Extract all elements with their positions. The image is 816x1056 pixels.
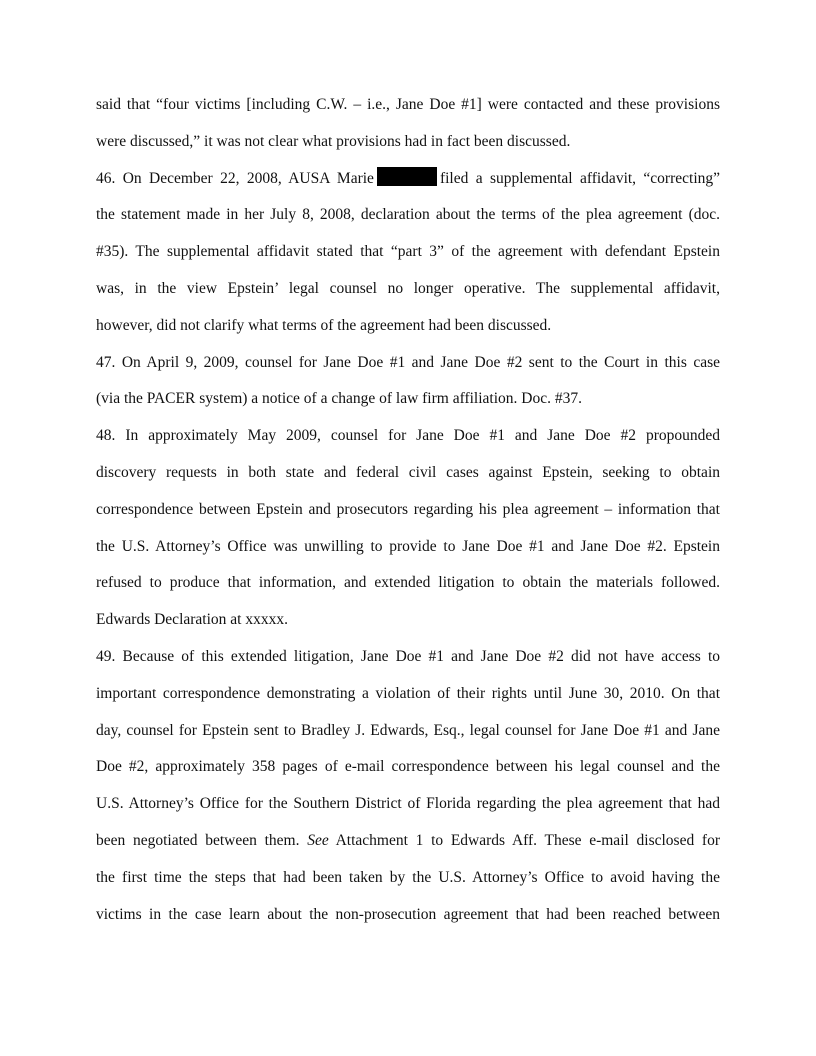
document-body: [96, 93, 720, 939]
text-line: however, did not clarify what terms of the agreement had been discussed.: [96, 316, 552, 334]
redaction-block: [377, 167, 437, 186]
text-line: [96, 829, 720, 866]
text-line: the U.S. Attorney’s Office was unwilling to provide to Jane Doe #1 and Jane Doe #2. Epstein: [96, 537, 720, 555]
text-line: were discussed,” it was not clear what provisions had in fact been discussed.: [96, 132, 571, 150]
text-line: correspondence between Epstein and prosecutors regarding his plea agreement – information that: [96, 500, 720, 518]
text-segment: filed a supplemental affidavit, “correcting”: [439, 169, 720, 187]
text-line: 49. Because of this extended litigation, Jane Doe #1 and Jane Doe #2 did not have access to: [96, 647, 720, 665]
citation-signal: See: [307, 831, 329, 849]
text-line: refused to produce that information, and extended litigation to obtain the materials followed.: [96, 574, 720, 592]
text-line: day, counsel for Epstein sent to Bradley J. Edwards, Esq., legal counsel for Jane Doe #1 and Jane: [96, 721, 720, 739]
text-line: Doe #2, approximately 358 pages of e-mail correspondence between his legal counsel and the: [96, 758, 720, 776]
text-line: discovery requests in both state and federal civil cases against Epstein, seeking to obtain: [96, 463, 720, 481]
text-line: Edwards Declaration at xxxxx.: [96, 611, 288, 629]
text-line: #35). The supplemental affidavit stated that “part 3” of the agreement with defendant Epstein: [96, 243, 720, 261]
text-segment: 46. On December 22, 2008, AUSA Marie: [96, 169, 374, 187]
text-line: said that “four victims [including C.W. – i.e., Jane Doe #1] were contacted and these provisions: [96, 96, 720, 113]
text-line: 47. On April 9, 2009, counsel for Jane Doe #1 and Jane Doe #2 sent to the Court in this case: [96, 353, 720, 371]
text-line: the statement made in her July 8, 2008, declaration about the terms of the plea agreement (doc.: [96, 206, 720, 224]
text-segment: been negotiated between them.: [96, 831, 308, 849]
text-line: (via the PACER system) a notice of a change of law firm affiliation. Doc. #37.: [96, 390, 582, 408]
text-segment: Attachment 1 to Edwards Aff. These e-mail disclosed for: [328, 831, 720, 849]
text-line: the first time the steps that had been taken by the U.S. Attorney’s Office to avoid having the: [96, 868, 720, 886]
text-line: [96, 167, 720, 204]
text-line: 48. In approximately May 2009, counsel for Jane Doe #1 and Jane Doe #2 propounded: [96, 427, 720, 445]
text-line: U.S. Attorney’s Office for the Southern District of Florida regarding the plea agreement that had: [96, 795, 720, 813]
text-line: victims in the case learn about the non-prosecution agreement that had been reached between: [96, 905, 720, 923]
text-line: important correspondence demonstrating a violation of their rights until June 30, 2010. On that: [96, 684, 720, 702]
text-line: was, in the view Epstein’ legal counsel no longer operative. The supplemental affidavit,: [96, 279, 720, 297]
